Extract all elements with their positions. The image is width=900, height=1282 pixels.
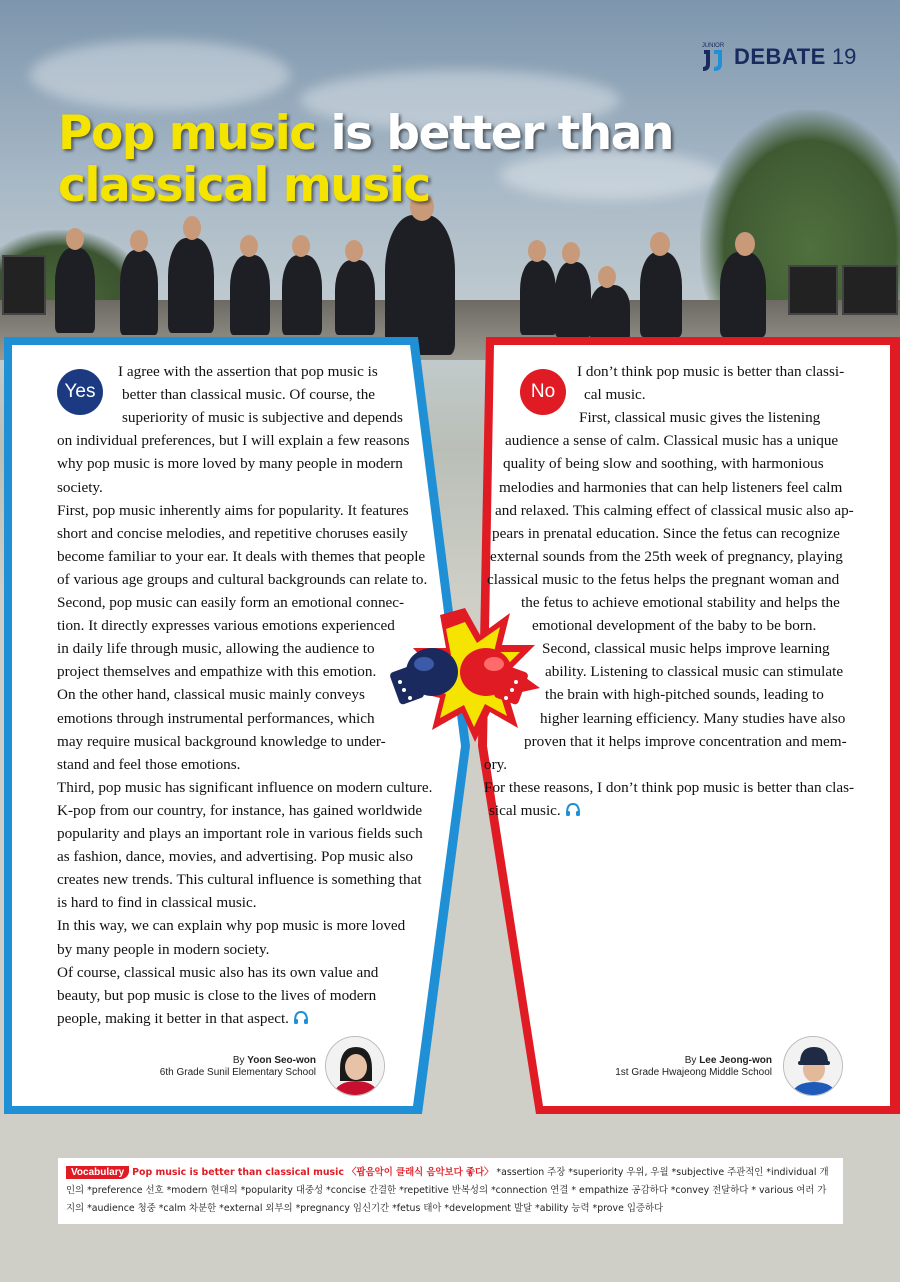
yes-line: On the other hand, classical music mainly conveys <box>57 686 365 704</box>
yes-line: short and concise melodies, and repetitive choruses easily <box>57 524 408 542</box>
no-line: sical music. <box>489 799 581 822</box>
yes-line: superiority of music is subjective and depends <box>122 409 403 427</box>
yes-line: people, making it better in that aspect. <box>57 1007 309 1030</box>
no-line: For these reasons, I don’t think pop music is better than clas- <box>484 778 855 796</box>
no-line: ability. Listening to classical music can stimulate <box>545 663 844 681</box>
no-line: First, classical music gives the listening <box>579 409 821 427</box>
yes-line: First, pop music inherently aims for popularity. It features <box>57 501 409 519</box>
no-line: classical music to the fetus helps the pregnant woman and <box>487 570 840 588</box>
svg-text:JUNIOR: JUNIOR <box>701 43 725 49</box>
yes-line: of various age groups and cultural backgrounds can relate to. <box>57 570 428 588</box>
no-line: melodies and harmonies that can help listeners feel calm <box>499 478 843 496</box>
yes-line: beauty, but pop music is close to the lives of modern <box>57 986 377 1004</box>
headphones-icon <box>565 802 581 817</box>
yes-school: 6th Grade Sunil Elementary School <box>159 1067 316 1078</box>
yes-line: by many people in modern society. <box>57 940 270 958</box>
title-rest: is better than <box>315 106 673 161</box>
no-line: quality of being slow and soothing, with harmonious <box>503 455 824 473</box>
no-author-avatar <box>783 1036 843 1096</box>
section-label: DEBATE <box>734 44 826 69</box>
no-line: the brain with high-pitched sounds, leading to <box>545 686 824 704</box>
no-line: cal music. <box>584 386 646 404</box>
yes-byline: By Yoon Seo-won 6th Grade Sunil Elementary School <box>140 1055 316 1079</box>
yes-line: stand and feel those emotions. <box>57 755 241 773</box>
title-highlight: Pop music <box>58 106 316 161</box>
yes-line: on individual preferences, but I will explain a few reasons <box>57 432 410 450</box>
no-byline: By Lee Jeong-won 1st Grade Hwajeong Middle School <box>600 1055 772 1079</box>
no-author: Lee Jeong-won <box>699 1055 772 1066</box>
no-badge: No <box>520 369 566 415</box>
headphones-icon <box>293 1010 309 1025</box>
yes-line: creates new trends. This cultural influence is something that <box>57 871 422 889</box>
yes-line: society. <box>57 478 103 496</box>
yes-line: Third, pop music has significant influence on modern culture. <box>57 778 433 796</box>
yes-line: become familiar to your ear. It deals with themes that people <box>57 547 426 565</box>
yes-line: popularity and plays an important role in various fields such <box>57 825 423 842</box>
yes-line: project themselves and empathize with this emotion. <box>57 663 377 681</box>
yes-line: In this way, we can explain why pop music is more loved <box>57 917 406 935</box>
yes-line: why pop music is more loved by many people in modern <box>57 455 403 473</box>
no-line: audience a sense of calm. Classical music has a unique <box>505 432 839 450</box>
no-school: 1st Grade Hwajeong Middle School <box>615 1067 772 1078</box>
no-line: external sounds from the 25th week of pregnancy, playing <box>490 547 843 565</box>
yes-line: better than classical music. Of course, the <box>122 386 376 404</box>
yes-line: in daily life through music, allowing the audience to <box>57 640 375 658</box>
vocabulary-tag: Vocabulary <box>66 1166 129 1179</box>
yes-badge: Yes <box>57 369 103 415</box>
yes-author-avatar <box>325 1036 385 1096</box>
vocabulary-box <box>58 1158 843 1224</box>
no-line: ory. <box>484 755 508 773</box>
yes-line: I agree with the assertion that pop music is <box>118 363 378 380</box>
yes-line: is hard to find in classical music. <box>57 894 257 912</box>
vocabulary-heading: Pop music is better than classical music 〈팝음악이 클래식 음악보다 좋다〉 <box>132 1167 494 1178</box>
page-number: 19 <box>831 44 857 69</box>
yes-line: K-pop from our country, for instance, has gained worldwide <box>57 801 423 819</box>
no-line: I don’t think pop music is better than classi- <box>577 363 845 380</box>
yes-line: Of course, classical music also has its own value and <box>57 963 379 981</box>
yes-line: as fashion, dance, movies, and advertising. Pop music also <box>57 848 413 866</box>
title-line-2: classical music <box>58 158 430 213</box>
no-line: the fetus to achieve emotional stability and helps the <box>521 594 840 611</box>
yes-author: Yoon Seo-won <box>247 1055 316 1066</box>
vocabulary-text: *assertion 주장 *superiority 우위, 우월 *subjective 주관적인 *individual 개인의 *preference 선호 *modern 현대의 *popularity 대중성 *concise 간결한 *repetitive 반복성의 *connection 연결 * empathize 공감하다 *convey 전달하다 * various 여러 가지의 *audience 청중 *calm 차분한 *external 외부의 *pregnancy 임신기간 *fetus 태아 *development 발달 *ability 능력 *prove 입증하다 <box>66 1167 829 1214</box>
no-line: proven that it helps improve concentration and mem- <box>524 732 847 750</box>
yes-line: may require musical background knowledge to under- <box>57 732 386 750</box>
no-line: higher learning efficiency. Many studies have also <box>540 709 846 727</box>
no-line: Second, classical music helps improve learning <box>542 640 830 658</box>
yes-line: emotions through instrumental performances, which <box>57 709 375 727</box>
no-line: and relaxed. This calming effect of classical music also ap- <box>495 501 854 519</box>
no-line: emotional development of the baby to be born. <box>532 617 817 635</box>
yes-line: Second, pop music can easily form an emotional connec- <box>57 594 405 611</box>
no-line: pears in prenatal education. Since the fetus can recognize <box>492 524 840 542</box>
yes-line: tion. It directly expresses various emotions experienced <box>57 617 395 635</box>
